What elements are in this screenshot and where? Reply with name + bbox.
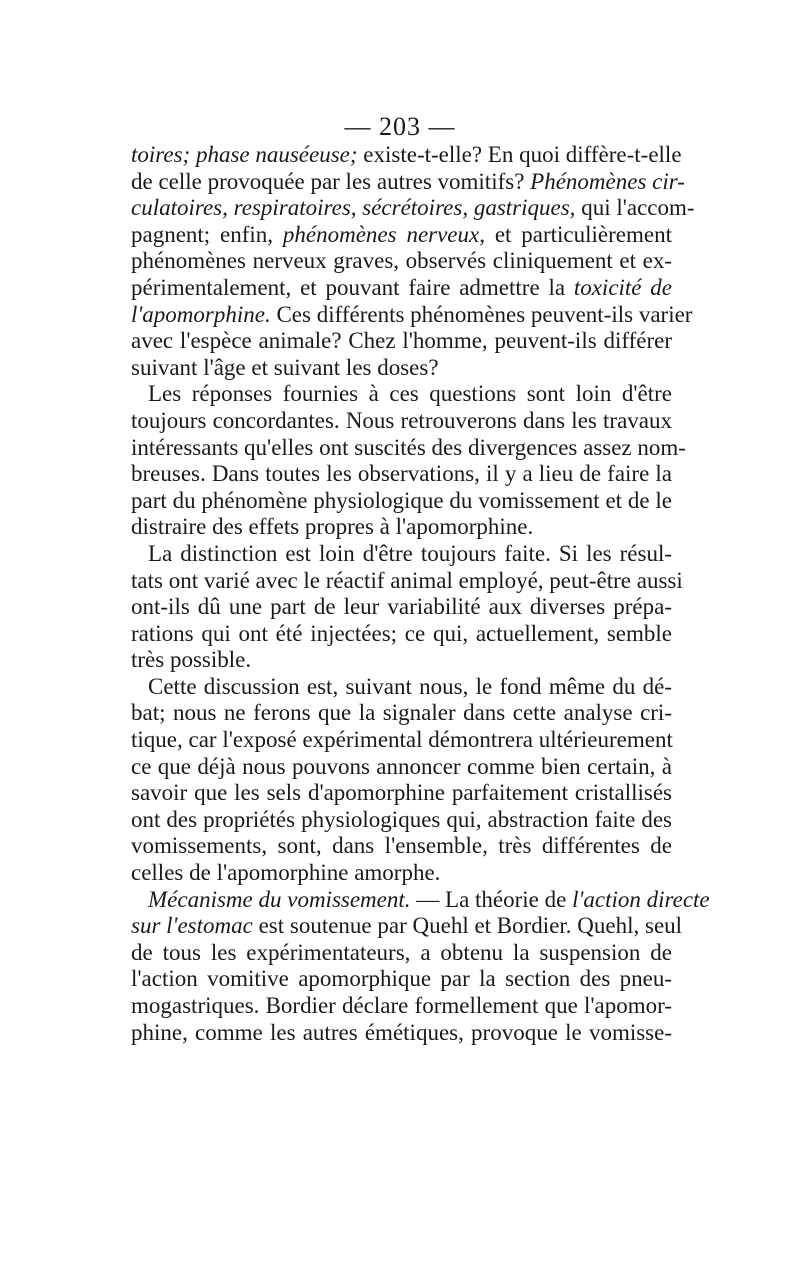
text-run: part du phénomène physiologique du vomissement et de le xyxy=(131,487,672,513)
text-run: avec l'espèce animale? Chez l'homme, peuvent-ils différer xyxy=(131,328,672,354)
text-line xyxy=(131,301,693,329)
text-run: l'action vomitive apomorphique par la section des pneu- xyxy=(131,966,672,992)
text-run: Cette discussion est, suivant nous, le fond même du dé- xyxy=(148,673,672,699)
text-line xyxy=(131,168,685,196)
text-run: bat; nous ne ferons que la signaler dans cette analyse cri- xyxy=(131,700,672,726)
text-run: ont-ils dû une part de leur variabilité aux diverses prépa- xyxy=(131,594,672,620)
italic-text: phénomènes nerveux, xyxy=(282,221,485,247)
text-run: savoir que les sels d'apomorphine parfaitement cristallisés xyxy=(131,780,672,806)
text-run: distraire des effets propres à l'apomorphine. xyxy=(131,514,534,540)
italic-text: l'action directe xyxy=(572,886,710,912)
text-run: tique, car l'exposé expérimental démontrera ultérieurement xyxy=(131,727,673,753)
text-run: ont des propriétés physiologiques qui, abstraction faite des xyxy=(131,806,672,832)
text-line xyxy=(131,514,672,541)
text-run: Ces différents phénomènes peuvent-ils varier xyxy=(270,301,693,327)
italic-text: sur l'estomac xyxy=(131,913,253,939)
text-run: phine, comme les autres émétiques, provoque le vomisse- xyxy=(131,1019,672,1045)
text-line xyxy=(131,328,672,355)
text-line xyxy=(131,248,672,275)
text-line xyxy=(131,222,672,249)
italic-text: toires; phase nauséeuse; xyxy=(131,142,358,167)
text-line xyxy=(131,886,710,914)
text-line xyxy=(131,567,683,595)
text-line xyxy=(131,541,672,568)
text-line xyxy=(131,195,695,222)
text-run: pagnent; enfin, xyxy=(131,221,283,247)
italic-text: Mécanisme du vomissement. xyxy=(148,886,411,912)
text-run: est soutenue par Quehl et Bordier. Quehl, seul xyxy=(252,913,683,939)
italic-text: toxicité de xyxy=(573,274,672,300)
text-line xyxy=(131,355,672,382)
text-line xyxy=(131,966,672,993)
text-line xyxy=(131,993,672,1020)
text-line xyxy=(131,940,672,967)
text-line xyxy=(131,434,686,462)
text-run: intéressants qu'elles ont suscités des divergences assez nom- xyxy=(131,434,686,460)
text-run: — La théorie de xyxy=(410,886,573,912)
text-run: suivant l'âge et suivant les doses? xyxy=(131,354,439,380)
text-run: vomissements, sont, dans l'ensemble, très différentes de xyxy=(131,833,672,859)
text-line xyxy=(131,621,672,648)
text-run: très possible. xyxy=(131,647,252,673)
text-run: rations qui ont été injectées; ce qui, actuellement, semble xyxy=(131,620,672,646)
text-run: toujours concordantes. Nous retrouverons dans les travaux xyxy=(131,407,672,433)
text-line xyxy=(131,754,672,781)
text-line xyxy=(131,381,672,408)
text-line xyxy=(131,674,672,701)
italic-text: Phénomènes cir- xyxy=(530,168,685,194)
text-line xyxy=(131,807,672,834)
page-number: — 203 — xyxy=(344,112,456,141)
italic-text: l'apomorphine. xyxy=(131,301,271,327)
text-line xyxy=(131,142,682,169)
text-line xyxy=(131,833,672,860)
text-line xyxy=(131,727,672,754)
text-line xyxy=(131,647,672,674)
text-line xyxy=(131,461,672,488)
text-line xyxy=(131,408,672,435)
text-run: de celle provoquée par les autres vomitifs? xyxy=(131,168,531,194)
text-run: celles de l'apomorphine amorphe. xyxy=(131,860,441,886)
text-line xyxy=(131,594,672,621)
italic-text: culatoires, respiratoires, sécrétoires, gastriques, xyxy=(131,195,576,221)
text-line xyxy=(131,780,672,807)
text-line xyxy=(131,488,672,515)
text-run: Les réponses fournies à ces questions sont loin d'être xyxy=(148,381,672,407)
text-run: mogastriques. Bordier déclare formellement que l'apomor- xyxy=(131,993,672,1018)
text-line xyxy=(131,700,672,727)
text-run: ce que déjà nous pouvons annoncer comme bien certain, à xyxy=(131,753,672,779)
text-run: et particulièrement xyxy=(484,221,672,247)
text-run: La distinction est loin d'être toujours faite. Si les résul- xyxy=(148,540,672,566)
text-run: phénomènes nerveux graves, observés cliniquement et ex- xyxy=(131,248,672,274)
body-text xyxy=(131,142,710,1046)
text-line xyxy=(131,1020,672,1047)
text-run: tats ont varié avec le réactif animal employé, peut-être aussi xyxy=(131,567,683,593)
text-run: breuses. Dans toutes les observations, il y a lieu de faire la xyxy=(131,461,672,487)
text-run: existe-t-elle? En quoi diffère-t-elle xyxy=(357,142,682,167)
text-line xyxy=(131,913,683,940)
text-line xyxy=(131,275,672,302)
text-line xyxy=(131,860,672,887)
text-run: qui l'accom- xyxy=(575,195,695,221)
text-run: de tous les expérimentateurs, a obtenu la suspension de xyxy=(131,939,672,965)
text-run: périmentalement, et pouvant faire admettre la xyxy=(131,274,574,300)
